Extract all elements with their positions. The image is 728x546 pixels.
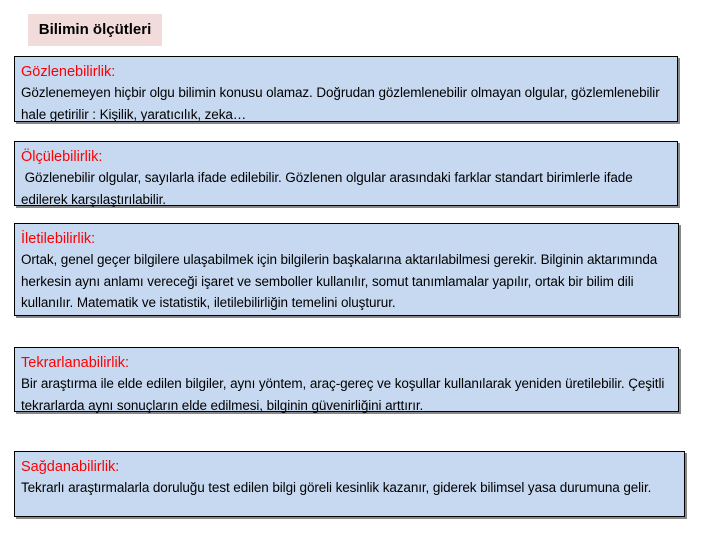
section-text: Gözlenemeyen hiçbir olgu bilimin konusu olamaz. Doğrudan gözlemlenebilir olmayan olgular, gözlemlenebilir hale getirilir : Kişilik, yaratıcılık, zeka… <box>21 85 660 122</box>
section-iletilebilirlik <box>14 223 679 316</box>
section-heading: Ölçülebilirlik: <box>21 149 103 165</box>
section-heading: İletilebilirlik: <box>21 231 96 247</box>
section-text: Ortak, genel geçer bilgilere ulaşabilmek için bilgilerin başkalarına aktarılabilmesi gerekir. Bilginin aktarımında herkesin aynı anlamı vereceği işaret ve semboller kullanılır, somut tanımlamalar yapılır, ortak bir bilim dili kullanılır. Matematik ve istatistik, iletilebilirliğin temelini oluşturur. <box>21 252 658 310</box>
section-tekrarlanabilirlik <box>14 347 679 412</box>
section-heading: Tekrarlanabilirlik: <box>21 355 129 371</box>
section-text: Gözlenebilir olgular, sayılarla ifade edilebilir. Gözlenen olgular arasındaki farklar standart birimlerle ifade edilerek karşılaştırılabilir. <box>21 170 637 207</box>
section-heading: Gözlenebilirlik: <box>21 64 116 80</box>
section-text: Bir araştırma ile elde edilen bilgiler, aynı yöntem, araç-gereç ve koşullar kullanılarak yeniden üretilebilir. Çeşitli tekrarlarda aynı sonuçların elde edilmesi, bilginin güvenirliğini arttırır. <box>21 376 665 413</box>
section-olculebilirlik <box>14 141 678 206</box>
section-text: Tekrarlı araştırmalarla doruluğu test edilen bilgi göreli kesinlik kazanır, giderek bilimsel yasa durumuna gelir. <box>21 480 652 495</box>
section-gozlenebilirlik <box>14 56 678 122</box>
page-title: Bilimin ölçütleri <box>28 14 162 46</box>
section-sagdanabilirlik <box>14 451 685 517</box>
section-heading: Sağdanabilirlik: <box>21 459 120 475</box>
